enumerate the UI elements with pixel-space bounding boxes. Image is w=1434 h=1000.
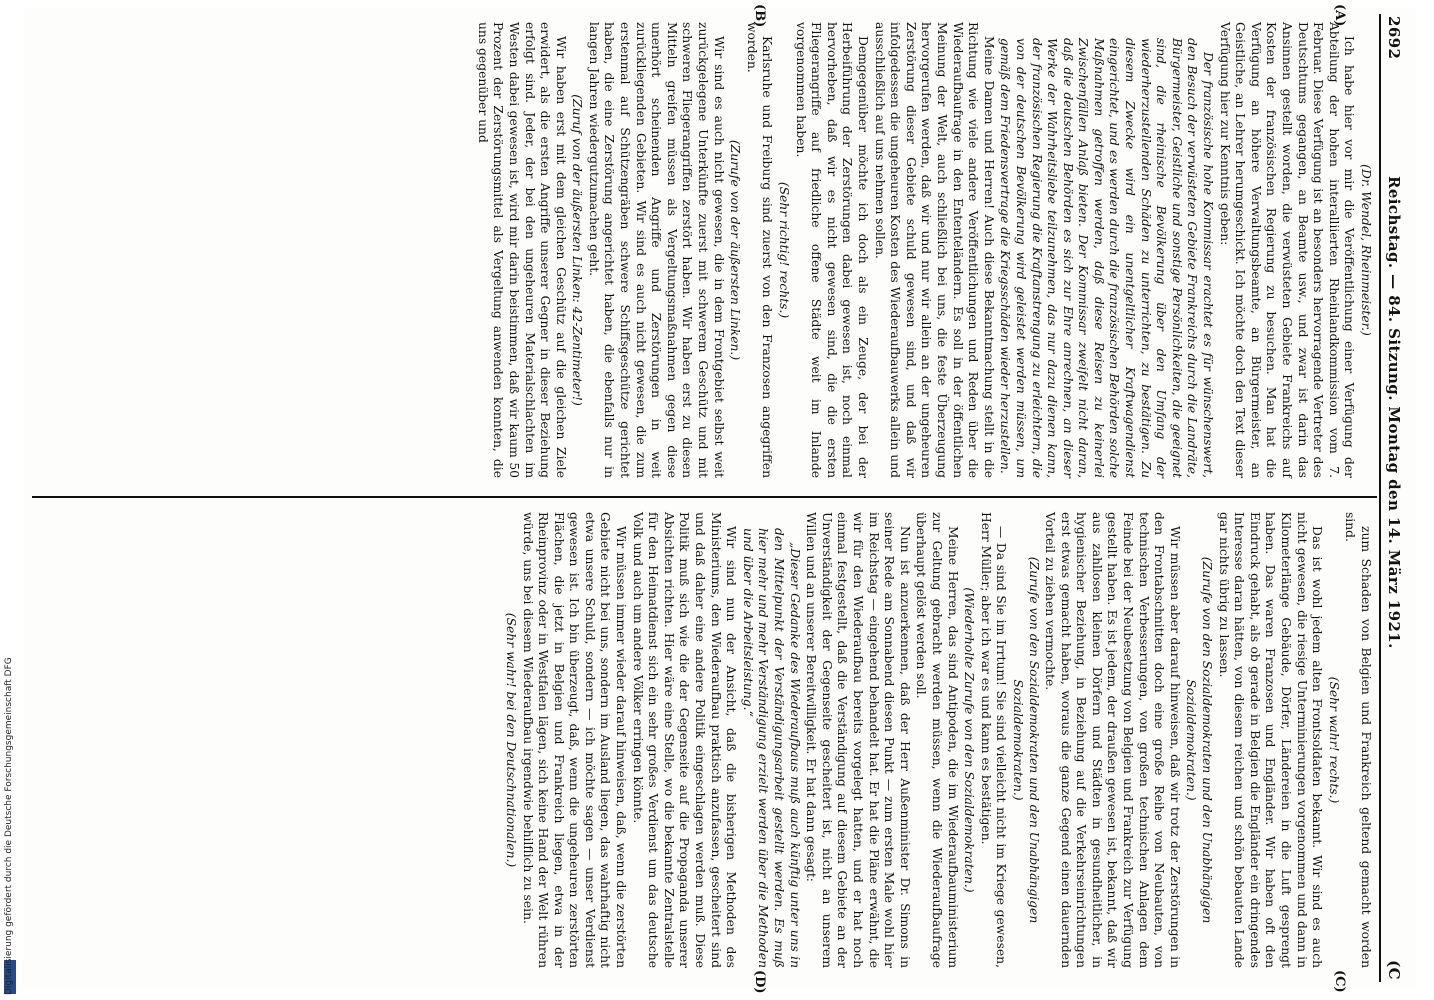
margin-marker-a: (A): [1332, 4, 1347, 27]
interjection: (Sehr richtig! rechts.): [777, 181, 792, 319]
paragraph: Karlsruhe und Freiburg sind zuerst von den Franzosen angegriffen worden.: [744, 22, 775, 478]
left-column: [473, 22, 1373, 478]
interjection: (Zurufe von den Sozialdemokraten und den Unabhängigen Sozialdemokraten.): [1010, 556, 1041, 924]
page-header: [1381, 16, 1403, 980]
header-rule: [1379, 14, 1381, 982]
interjection: (Sehr wahr! rechts.): [1326, 676, 1341, 804]
paragraph: Wir haben erst mit dem gleichen Geschütz auf die gleichen Ziele erwidert, als die ersten Angriffe unserer Gegner in dieser Beziehung erfolgt sind. Jeder, der bei den ungeheuren Materialschlachten im Westen dabei gewesen ist, wird mir darin beistimmen, daß wir kaum 50 Prozent der Zerstörungsmittel als Vergeltung anwenden konnten, die uns gegenüber und: [475, 22, 568, 478]
margin-marker-d: (D): [752, 970, 767, 994]
paragraph: Wir müssen aber darauf hinweisen, daß wir trotz der Zerstörungen in den Frontabschnitten doch eine große Reihe von Neubauten, von technischen Verbesserungen, von großen technischen Anlagen dem Feinde bei der Neubesetzung von Belgien und Frankreich zur Verfügung gestellt haben. Es ist jedem, der draußen gewesen ist, bekannt, daß wir aus zahllosen kleinen Dörfern und Städten in gesundheitlicher, in hygienischer Beziehung, in Beziehung auf die Verkehrseinrichtungen erst etwas gemacht haben, woraus die ganze Gegend einen dauernden Vorteil zu ziehen vermochte.: [1043, 512, 1182, 968]
paragraph: Das ist wohl jedem alten Frontsoldaten bekannt. Wir sind es auch nicht gewesen, die riesige Unterminierungen vorgenommen und dann in Kilometerlänge Gebäude, Dörfer, Ländereien in die Luft gesprengt haben. Das waren Franzosen und Engländer. Wir haben oft den Eindruck gehabt, als ob gerade in Belgien die Engländer ein dringendes Interesse daran hätten, von diesem reichen und schön bebauten Lande gar nichts übrig zu lassen.: [1216, 512, 1325, 968]
paragraph: Der französische hohe Kommissar erachtet es für wünschenswert, den Besuch der verwüsteten Gebiete Frankreichs durch die Landräte, Bürgermeister, Geistliche und sonstige Persönlichkeiten, die geeignet sind, die rheinische Bevölkerung über den Umfang der wiederherzustellenden Schäden zu unterrichten, zu bestätigen. Zu diesem Zwecke wird ein unentgeltlicher Kraftwagendienst eingerichtet, und es werden durch die französischen Behörden solche Maßnahmen getroffen werden, daß diese Reisen zu keinerlei Zwischenfällen Anlaß bieten. Der Kommissar zweifelt nicht daran, daß die deutschen Behörden es sich zur Ehre anrechnen, an dieser Werke der Wahrheitsliebe teilzunehmen, das nur dazu dienen kann, der französischen Regierung die Kraftanstrengung zu erleichtern, die von der deutschen Bevölkerung wird geleistet werden müssen, um gemäß dem Friedensvertrage die Kriegsschäden wieder herzustellen.: [998, 38, 1216, 478]
running-title: Reichstag. — 84. Sitzung. Montag den 14. März 1921.: [1385, 176, 1403, 649]
margin-marker-c-header: (C: [1385, 960, 1403, 980]
interjection: (Dr. Wendel, Rheinmeister.): [1359, 164, 1373, 336]
interjection: (Sehr wahr! bei den Deutschnationalen.): [503, 612, 518, 868]
paragraph: Wir sind nun der Ansicht, daß die bisherigen Methoden des Ministeriums, den Wiederaufbau praktisch anzufassen, gescheitert sind und daß daher eine andere Politik eingeschlagen werden muß. Diese Politik muß sich wie die der Gegenseite auf die Propaganda unserer Absichten richten. Hier wäre eine Stelle, wo die bekannte Zentralstelle für den Heimatdienst sich ein sehr großes Verdienst um das deutsche Volk und auch um andere Völker erringen könnte.: [630, 512, 739, 968]
paragraph: „Dieser Gedanke des Wiederaufbaus muß auch künftig unter uns in den Mittelpunkt der Verständigungsarbeit gestellt werden. Es muß hier mehr und mehr Verständigung erzielt werden über die Methoden und über die Arbeitsleistung.“: [740, 528, 802, 968]
credit-text: Digitalisierung gefördert durch die Deutsche Forschungsgemeinschaft: [4, 679, 14, 995]
right-column: [501, 512, 1373, 968]
paragraph: Meine Herren, das sind Antipoden, die im Wiederaufbauministerium zur Geltung gebracht werden müssen, wenn die Wiederaufbaufrage überhaupt gelöst werden soll.: [914, 512, 960, 968]
paragraph: — Da sind Sie im Irrtum! Sie sind vielleicht nicht im Kriege gewesen, Herr Müller; aber ich war es und kann es bestätigen.: [978, 512, 1009, 968]
paragraph: zum Schaden von Belgien und Frankreich geltend gemacht worden sind.: [1343, 512, 1373, 968]
scanned-page: [22, 4, 1417, 994]
interjection: (Zurufe von den Sozialdemokraten und den Unabhängigen Sozialdemokraten.): [1184, 556, 1215, 924]
margin-marker-c: (C): [1332, 970, 1347, 993]
paragraph: Ich habe hier vor mir die Veröffentlichung einer Verfügung der Abteilung der hohen interalliierten Rheinlandkommission vom 7. Februar. Diese Verfügung ist an besonders hervorragende Vertreter des Deutschtums gegangen, an Beamte usw., und zwar ist darin das Ansinnen gestellt worden, die verwüsteten Gebiete Frankreichs auf Kosten der französischen Regierung zu besuchen. Man hat die Verfügung an höhere Verwaltungsbeamte, an Bürgermeister, an Geistliche, an Lehrer herumgeschickt. Ich möchte doch den Text dieser Verfügung hier zur Kenntnis geben:: [1217, 22, 1357, 478]
digitization-credit: [4, 657, 14, 995]
paragraph: Wir müssen immer wieder darauf hinweisen, daß, wenn die zerstörten Gebiete nicht bei uns, sondern im Ausland liegen, das wahrhaftig nicht etwa unsere Schuld, sondern — ich möchte sagen — unser Verdienst gewesen ist. Ich bin überzeugt, daß, wenn die ungeheuren zerstörten Flächen, die jetzt in Belgien und Frankreich liegen, etwa in der Rheinprovinz oder in Westfalen lägen, sich keine Hand der Welt rühren würde, uns bei diesem Wiederaufbau irgendwie behilflich zu sein.: [520, 512, 629, 968]
page-number: 2692: [1385, 16, 1403, 60]
interjection: (Wiederholte Zurufe von den Sozialdemokraten.): [962, 587, 977, 893]
paragraph: Meine Damen und Herren! Auch diese Bekanntmachung stellt in die Richtung wie viele andere Veröffentlichungen und Reden über die Wiederaufbaufrage in den Ententeländern. Es soll in der öffentlichen Meinung der Welt, auch schließlich bei uns, die feste Überzeugung hervorgerufen werden, daß wir und nur wir allein an der ungeheuren Zerstörung dieser Gebiete schuld gewesen sind, und daß wir infolgedessen die ungeheuren Kosten des Wiederaufbauwerks allein und ausschließlich auf uns nehmen sollen.: [872, 22, 996, 478]
logo-text: DFG: [4, 657, 14, 677]
paragraph: Nun ist anzuerkennen, daß der Herr Außenminister Dr. Simons in seiner Rede am Sonnabend diesen Punkt — zum ersten Male wohl hier im Reichstag — eingehend behandelt hat. Er hat die Pläne erwähnt, die wir für den Wiederaufbau bereits vorgelegt hatten, und er hat noch einmal festgestellt, daß die Verständigung auf diesem Gebiete an der Unverständigkeit der Gegenseite gescheitert ist, nicht an unserem Willen und an unserer Bereitwilligkeit. Er hat dann gesagt:: [804, 512, 912, 968]
column-divider: [32, 496, 1377, 498]
interjection: (Zuruf von der äußersten Linken: 42-Zentimeter!): [570, 94, 585, 406]
margin-marker-b: (B): [752, 4, 767, 28]
paragraph: Demgegenüber möchte ich doch als ein Zeuge, der bei der Herbeiführung der Zerstörungen dabei gewesen ist, noch einmal hervorheben, daß wir es nicht gewesen sind, die die ersten Fliegerangriffe auf friedliche offene Städte weit im Inlande vorgenommen haben.: [793, 22, 870, 478]
paragraph: Wir sind es auch nicht gewesen, die in dem Frontgebiet selbst weit zurückgelegene Unterkünfte zuerst mit schwerem Geschütz und mit schweren Fliegerangriffen zerstört haben. Wir haben erst zu diesen Mitteln greifen müssen als Vergeltungsmaßnahmen gegen diese unerhört scheinenden Angriffe und Zerstörungen in weit zurückliegenden Gebieten. Wir sind es auch nicht gewesen, die zum erstenmal auf Schützengräben schwere Schiffsgeschütze gerichtet haben, die eine Zerstörung angerichtet haben, die ebenfalls nur in langen Jahren wiedergutzumachen geht.: [586, 22, 726, 478]
interjection: (Zurufe von der äußersten Linken.): [728, 139, 743, 361]
